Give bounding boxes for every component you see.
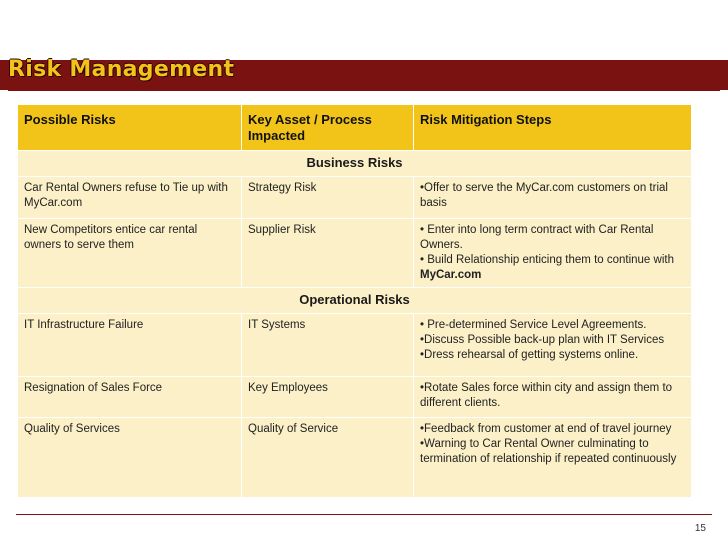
mitigation-line (420, 253, 685, 283)
mitigation-line: •Warning to Car Rental Owner culminating to termination of relationship if repeated continuously (420, 438, 677, 465)
mitigation-line: • Pre-determined Service Level Agreements. (420, 319, 647, 331)
risk-cell: Quality of Services (18, 418, 242, 498)
section-title-operational: Operational Risks (18, 288, 692, 314)
mitigation-line: •Rotate Sales force within city and assign them to different clients. (420, 382, 673, 409)
risk-cell: New Competitors entice car rental owners to serve them (18, 219, 242, 288)
header-key-asset: Key Asset / Process Impacted (242, 105, 414, 151)
header-mitigation-steps: Risk Mitigation Steps (414, 105, 692, 151)
risk-cell: Car Rental Owners refuse to Tie up with MyCar.com (18, 177, 242, 219)
risk-table (17, 104, 692, 498)
mitigation-line: • Enter into long term contract with Car Rental Owners. (420, 224, 654, 251)
header-possible-risks: Possible Risks (18, 105, 242, 151)
mitigation-cell (414, 177, 692, 219)
mitigation-cell (414, 418, 692, 498)
section-row-operational (18, 288, 692, 314)
asset-cell: Quality of Service (242, 418, 414, 498)
table-row (18, 177, 692, 219)
mitigation-emphasis: MyCar.com (420, 269, 482, 281)
footer-divider (16, 514, 712, 515)
table-row (18, 377, 692, 418)
asset-cell: Strategy Risk (242, 177, 414, 219)
title-divider (8, 88, 720, 91)
asset-cell: IT Systems (242, 314, 414, 377)
table-row (18, 219, 692, 288)
mitigation-cell (414, 377, 692, 418)
mitigation-text: • Build Relationship enticing them to continue with (420, 254, 674, 266)
table-header-row (18, 105, 692, 151)
section-title-business: Business Risks (18, 151, 692, 177)
mitigation-line: •Feedback from customer at end of travel journey (420, 423, 672, 435)
mitigation-line: •Offer to serve the MyCar.com customers on trial basis (420, 182, 668, 209)
risk-cell: IT Infrastructure Failure (18, 314, 242, 377)
asset-cell: Key Employees (242, 377, 414, 418)
table-row (18, 418, 692, 498)
table-row (18, 314, 692, 377)
mitigation-line: •Dress rehearsal of getting systems online. (420, 349, 639, 361)
mitigation-cell (414, 219, 692, 288)
mitigation-line: •Discuss Possible back-up plan with IT Services (420, 334, 665, 346)
section-row-business (18, 151, 692, 177)
risk-cell: Resignation of Sales Force (18, 377, 242, 418)
mitigation-cell (414, 314, 692, 377)
page-number: 15 (694, 523, 706, 534)
slide-title: Risk Management (8, 57, 235, 82)
asset-cell: Supplier Risk (242, 219, 414, 288)
